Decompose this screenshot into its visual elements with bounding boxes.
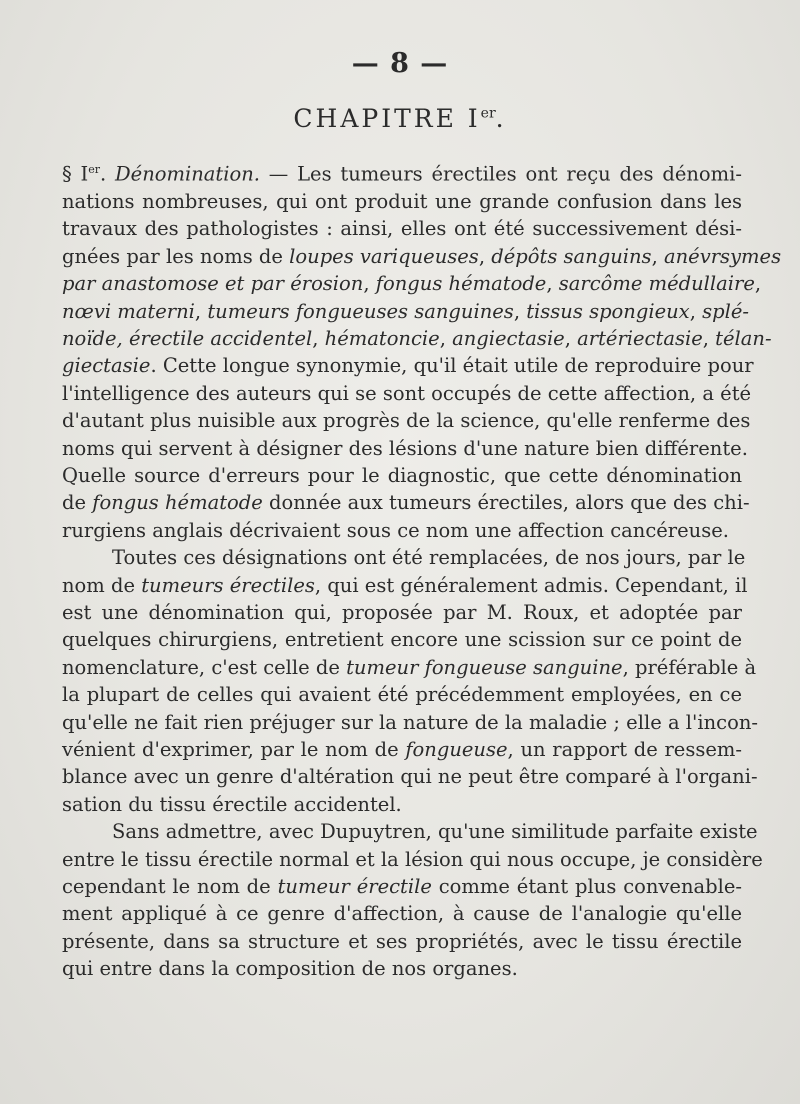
text-line — [62, 599, 742, 626]
text-segment: d'autant plus nuisible aux progrès de la science, qu'elle renferme des — [62, 409, 751, 433]
text-segment: Sans admettre, avec Dupuytren, qu'une similitude parfaite existe — [112, 820, 758, 844]
text-segment: qui entre dans la composition de nos organes. — [62, 957, 518, 981]
text-segment: , — [689, 299, 703, 323]
chapter-title: CHAPITRE Ier. — [293, 104, 507, 133]
text-line — [62, 873, 742, 900]
text-segment: , — [513, 299, 527, 323]
text-line — [62, 681, 742, 708]
text-line — [62, 517, 742, 544]
text-line — [62, 156, 742, 188]
text-segment: Dénomination. — [115, 162, 260, 186]
text-segment: giectasie — [62, 354, 151, 378]
text-segment: présente, dans sa structure et ses propriétés, avec le tissu érectile — [62, 929, 742, 953]
text-line — [62, 626, 742, 653]
text-segment: cependant le nom de — [62, 875, 278, 899]
text-line — [62, 188, 742, 215]
text-line — [62, 243, 782, 270]
text-line — [62, 489, 750, 516]
text-segment: vénient d'exprimer, par le nom de — [62, 738, 406, 762]
text-segment: noms qui servent à désigner des lésions d'une nature bien différente. — [62, 436, 748, 460]
text-segment: § I — [62, 162, 89, 186]
text-line — [62, 352, 754, 379]
text-segment: er — [88, 163, 101, 176]
text-line — [62, 955, 742, 982]
text-line — [62, 270, 762, 297]
text-segment: tumeurs érectiles — [141, 573, 315, 597]
text-line — [62, 215, 742, 242]
text-line — [62, 791, 742, 818]
text-segment: télan- — [715, 326, 772, 350]
text-line — [62, 298, 749, 325]
text-line — [62, 325, 772, 352]
text-segment: sarcôme médullaire — [558, 272, 755, 296]
text-segment: noïde, érectile accidentel — [62, 326, 313, 350]
text-segment: — Les tumeurs érectiles ont reçu des dénomi- — [260, 162, 742, 186]
text-segment: anévrsymes — [663, 244, 782, 268]
text-line — [62, 380, 752, 407]
text-segment: blance avec un genre d'altération qui ne peut être comparé à l'organi- — [62, 765, 758, 789]
text-segment: nœvi materni — [62, 299, 195, 323]
text-line — [62, 709, 758, 736]
text-line — [62, 462, 742, 489]
text-segment: Quelle source d'erreurs pour le diagnostic, que cette dénomination — [62, 463, 742, 487]
text-line — [62, 572, 748, 599]
text-segment: dépôts sanguins — [491, 244, 652, 268]
text-line — [62, 654, 757, 681]
text-segment: splé- — [702, 299, 749, 323]
text-segment: angiectasie — [452, 326, 565, 350]
text-segment: , un rapport de ressem- — [507, 738, 742, 762]
text-segment: , — [478, 244, 492, 268]
body-text — [62, 156, 782, 983]
text-segment: , — [439, 326, 453, 350]
text-segment: , — [651, 244, 664, 268]
text-segment: . — [100, 162, 116, 186]
text-segment: tumeur érectile — [277, 875, 432, 899]
text-segment: , — [194, 299, 208, 323]
text-line — [62, 544, 746, 571]
paragraph-p1 — [62, 156, 782, 544]
text-segment: , — [564, 326, 578, 350]
text-segment: tumeur fongueuse sanguine — [346, 655, 623, 679]
text-segment: nom de — [62, 573, 142, 597]
text-segment: fongueuse — [405, 738, 508, 762]
text-segment: fongus hématode — [375, 272, 547, 296]
text-line — [62, 435, 748, 462]
text-segment: gnées par les noms de — [62, 244, 290, 268]
text-segment: de — [62, 491, 93, 515]
text-segment: l'intelligence des auteurs qui se sont occupés de cette affection, a été — [62, 381, 752, 405]
text-line — [62, 407, 751, 434]
text-segment: , — [312, 326, 325, 350]
text-line — [62, 846, 763, 873]
text-segment: comme étant plus convenable- — [431, 875, 742, 899]
text-segment: fongus hématode — [92, 491, 263, 515]
text-segment: artériectasie — [577, 326, 703, 350]
text-segment: sation du tissu érectile accidentel. — [62, 792, 402, 816]
text-segment: quelques chirurgiens, entretient encore une scission sur ce point de — [62, 628, 742, 652]
chapter-title-sup: er — [480, 105, 496, 122]
text-segment: hématoncie — [324, 326, 440, 350]
chapter-title-text: CHAPITRE I — [293, 104, 481, 133]
text-segment: travaux des pathologistes : ainsi, elles ont été successivement dési- — [62, 217, 742, 241]
text-segment: entre le tissu érectile normal et la lésion qui nous occupe, je considère — [62, 847, 763, 871]
text-segment: qu'elle ne fait rien préjuger sur la nature de la maladie ; elle a l'incon- — [62, 710, 758, 734]
paragraph-p2 — [62, 544, 758, 818]
text-segment: , — [363, 272, 376, 296]
page-number: — 8 — — [351, 48, 449, 79]
text-segment: , préférable à — [622, 655, 757, 679]
text-segment: ment appliqué à ce genre d'affection, à cause de l'analogie qu'elle — [62, 902, 742, 926]
paragraph-p3 — [62, 818, 763, 982]
text-segment: rurgiens anglais décrivaient sous ce nom une affection cancéreuse. — [62, 518, 729, 542]
text-segment: donnée aux tumeurs érectiles, alors que des chi- — [262, 491, 750, 515]
text-segment: , — [754, 272, 762, 296]
text-segment: , — [702, 326, 716, 350]
text-segment: . Cette longue synonymie, qu'il était utile de reproduire pour — [150, 354, 754, 378]
text-segment: par anastomose et par érosion — [62, 272, 364, 296]
text-segment: nomenclature, c'est celle de — [62, 655, 347, 679]
text-line — [62, 736, 742, 763]
text-segment: la plupart de celles qui avaient été précédemment employées, en ce — [62, 683, 742, 707]
text-segment: nations nombreuses, qui ont produit une grande confusion dans les — [62, 189, 742, 213]
text-line — [62, 928, 742, 955]
text-line — [62, 763, 758, 790]
text-segment: , qui est généralement admis. Cependant, il — [314, 573, 748, 597]
text-segment: est une dénomination qui, proposée par M. Roux, et adoptée par — [62, 601, 742, 624]
text-line — [62, 900, 742, 927]
text-segment: tissus spongieux — [526, 299, 690, 323]
text-segment: loupes variqueuses — [289, 244, 479, 268]
text-segment: , — [546, 272, 559, 296]
text-segment: Toutes ces désignations ont été remplacées, de nos jours, par le — [112, 546, 746, 570]
text-segment: tumeurs fongueuses sanguines — [207, 299, 514, 323]
text-line — [62, 818, 758, 845]
